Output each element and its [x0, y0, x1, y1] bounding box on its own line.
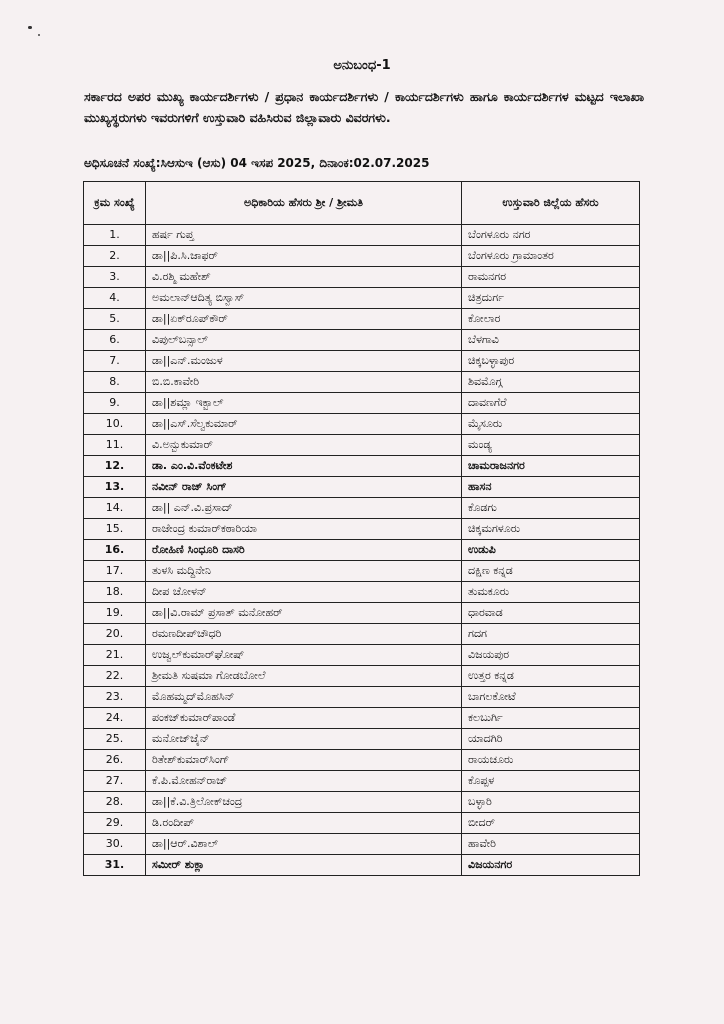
district-cell: ವಿಜಯಪುರ: [462, 645, 640, 666]
table-row: [84, 519, 640, 540]
officer-cell: ಡಾ|| ಎನ್.ವಿ.ಪ್ರಸಾದ್: [146, 498, 462, 519]
district-cell: ಕೋಲಾರ: [462, 309, 640, 330]
table-row: [84, 855, 640, 876]
officer-cell: ದೀಪ ಚೋಳನ್: [146, 582, 462, 603]
annex-title: ಅನುಬಂಧ-1: [333, 58, 391, 73]
serial-cell: 7.: [84, 351, 146, 372]
officer-cell: ವಿ.ಅನ್ಬುಕುಮಾರ್: [146, 435, 462, 456]
serial-cell: 25.: [84, 729, 146, 750]
serial-cell: 5.: [84, 309, 146, 330]
district-cell: ವಿಜಯನಗರ: [462, 855, 640, 876]
district-cell: ಉತ್ತರ ಕನ್ನಡ: [462, 666, 640, 687]
officer-cell: ಡಾ||ಎನ್.ಮಂಜುಳ: [146, 351, 462, 372]
officer-cell: ನವೀನ್ ರಾಜ್ ಸಿಂಗ್: [146, 477, 462, 498]
serial-cell: 6.: [84, 330, 146, 351]
table-row: [84, 771, 640, 792]
district-cell: ಕೊಡಗು: [462, 498, 640, 519]
district-cell: ಕಲಬುರ್ಗಿ: [462, 708, 640, 729]
officer-cell: ಡಾ||ವಿ.ರಾಮ್ ಪ್ರಸಾತ್ ಮನೋಹರ್: [146, 603, 462, 624]
table-row: [84, 267, 640, 288]
officer-cell: ಡಿ.ರಂದೀಪ್: [146, 813, 462, 834]
serial-cell: 12.: [84, 456, 146, 477]
district-cell: ಹಾವೇರಿ: [462, 834, 640, 855]
notification-number: ಅಧಿಸೂಚನೆ ಸಂಖ್ಯೆ:ಸಿಆಸುಇ (ಆಸು) 04 ಇಸಪ 2025, ದಿನಾಂಕ:02.07.2025: [84, 156, 430, 170]
district-cell: ಉಡುಪಿ: [462, 540, 640, 561]
district-cell: ಧಾರವಾಡ: [462, 603, 640, 624]
officer-cell: ಡಾ||ಎಸ್.ಸೆಲ್ವಕುಮಾರ್: [146, 414, 462, 435]
district-cell: ದಕ್ಷಿಣ ಕನ್ನಡ: [462, 561, 640, 582]
header-district-name: ಉಸ್ತುವಾರಿ ಜಿಲ್ಲೆಯ ಹೆಸರು: [462, 182, 640, 225]
document-heading: ಸರ್ಕಾರದ ಅಪರ ಮುಖ್ಯ ಕಾರ್ಯದರ್ಶಿಗಳು / ಪ್ರಧಾನ ಕಾರ್ಯದರ್ಶಿಗಳು / ಕಾರ್ಯದರ್ಶಿಗಳು ಹಾಗೂ ಕಾರ್ಯದರ್ಶಿಗಳ ಮಟ್ಟದ ಇಲಾಖಾ ಮುಖ್ಯಸ್ಥರುಗಳು ಇವರುಗಳಿಗೆ ಉಸ್ತುವಾರಿ ವಹಿಸಿರುವ ಜಿಲ್ಲಾವಾರು ವಿವರಗಳು.: [84, 89, 644, 125]
table-row: [84, 708, 640, 729]
table-row: [84, 246, 640, 267]
district-cell: ಮಂಡ್ಯ: [462, 435, 640, 456]
serial-cell: 10.: [84, 414, 146, 435]
serial-cell: 13.: [84, 477, 146, 498]
serial-cell: 21.: [84, 645, 146, 666]
officer-cell: ಅಮಲಾನ್‌ಆದಿತ್ಯ ಬಿಸ್ವಾಸ್: [146, 288, 462, 309]
district-cell: ಬೆಂಗಳೂರು ಗ್ರಾಮಾಂತರ: [462, 246, 640, 267]
serial-cell: 15.: [84, 519, 146, 540]
serial-cell: 16.: [84, 540, 146, 561]
table-row: [84, 414, 640, 435]
serial-cell: 1.: [84, 225, 146, 246]
serial-cell: 14.: [84, 498, 146, 519]
district-cell: ಚಿತ್ರದುರ್ಗ: [462, 288, 640, 309]
officer-cell: ವಿ.ರಶ್ಮಿ ಮಹೇಶ್: [146, 267, 462, 288]
table-row: [84, 792, 640, 813]
header-serial-no: ಕ್ರಮ ಸಂಖ್ಯೆ: [84, 182, 146, 225]
district-incharge-table: [83, 181, 640, 876]
serial-cell: 4.: [84, 288, 146, 309]
serial-cell: 23.: [84, 687, 146, 708]
officer-cell: ಪಂಕಜ್‌ಕುಮಾರ್‌ಪಾಂಡೆ: [146, 708, 462, 729]
table-row: [84, 372, 640, 393]
serial-cell: 30.: [84, 834, 146, 855]
officer-cell: ಡಾ. ಎಂ.ವಿ.ವೆಂಕಟೇಶ: [146, 456, 462, 477]
table-row: [84, 435, 640, 456]
table-row: [84, 393, 640, 414]
table-row: [84, 813, 640, 834]
district-cell: ಬೆಳಗಾವಿ: [462, 330, 640, 351]
district-cell: ರಾಯಚೂರು: [462, 750, 640, 771]
district-cell: ಯಾದಗಿರಿ: [462, 729, 640, 750]
district-cell: ಚಿಕ್ಕಬಳ್ಳಾಪುರ: [462, 351, 640, 372]
table-row: [84, 477, 640, 498]
serial-cell: 11.: [84, 435, 146, 456]
table-row: [84, 498, 640, 519]
header-officer-name: ಅಧಿಕಾರಿಯ ಹೆಸರು ಶ್ರೀ / ಶ್ರೀಮತಿ: [146, 182, 462, 225]
district-cell: ಬಳ್ಳಾರಿ: [462, 792, 640, 813]
officer-cell: ಉಜ್ವಲ್‌ಕುಮಾರ್‌ಘೋಷ್: [146, 645, 462, 666]
officer-cell: ಬಿ.ಬಿ.ಕಾವೇರಿ: [146, 372, 462, 393]
officer-cell: ಕೆ.ಪಿ.ಮೋಹನ್‌ರಾಜ್: [146, 771, 462, 792]
serial-cell: 18.: [84, 582, 146, 603]
officer-cell: ಡಾ||ಆರ್.ವಿಶಾಲ್: [146, 834, 462, 855]
district-cell: ಹಾಸನ: [462, 477, 640, 498]
table-row: [84, 603, 640, 624]
serial-cell: 26.: [84, 750, 146, 771]
district-cell: ತುಮಕೂರು: [462, 582, 640, 603]
officer-cell: ರಮಣದೀಪ್‌ಚೌಧರಿ: [146, 624, 462, 645]
district-cell: ಶಿವಮೊಗ್ಗ: [462, 372, 640, 393]
table-row: [84, 645, 640, 666]
officer-cell: ಸಮೀರ್ ಶುಕ್ಲಾ: [146, 855, 462, 876]
table-row: [84, 729, 640, 750]
table-row: [84, 834, 640, 855]
officer-cell: ವಿಪುಲ್‌ಬನ್ಸಾಲ್: [146, 330, 462, 351]
serial-cell: 22.: [84, 666, 146, 687]
officer-cell: ಡಾ||ಪಿ.ಸಿ.ಜಾಫರ್: [146, 246, 462, 267]
serial-cell: 17.: [84, 561, 146, 582]
officer-cell: ಮೊಹಮ್ಮದ್‌ಮೊಹಸಿನ್: [146, 687, 462, 708]
district-cell: ಚಿಕ್ಕಮಗಳೂರು: [462, 519, 640, 540]
district-cell: ಚಾಮರಾಜನಗರ: [462, 456, 640, 477]
district-cell: ಬೆಂಗಳೂರು ನಗರ: [462, 225, 640, 246]
officer-cell: ಹರ್ಷ ಗುಪ್ತ: [146, 225, 462, 246]
scan-speck: [28, 26, 32, 29]
officer-cell: ಡಾ||ಶಮ್ಲಾ ಇಕ್ಬಾಲ್: [146, 393, 462, 414]
table-row: [84, 351, 640, 372]
table-row: [84, 309, 640, 330]
table-row: [84, 540, 640, 561]
table-row: [84, 582, 640, 603]
serial-cell: 3.: [84, 267, 146, 288]
district-cell: ಬೀದರ್: [462, 813, 640, 834]
officer-cell: ತುಳಸಿ ಮದ್ದಿನೇನಿ: [146, 561, 462, 582]
serial-cell: 28.: [84, 792, 146, 813]
serial-cell: 31.: [84, 855, 146, 876]
district-cell: ಮೈಸೂರು: [462, 414, 640, 435]
table-row: [84, 330, 640, 351]
officer-cell: ರಿತೇಶ್‌ಕುಮಾರ್‌ಸಿಂಗ್: [146, 750, 462, 771]
officer-cell: ಮನೋಜ್‌ಜೈನ್: [146, 729, 462, 750]
table-row: [84, 687, 640, 708]
district-cell: ರಾಮನಗರ: [462, 267, 640, 288]
officer-cell: ರೋಹಿಣಿ ಸಿಂಧೂರಿ ದಾಸರಿ: [146, 540, 462, 561]
serial-cell: 29.: [84, 813, 146, 834]
district-cell: ಬಾಗಲಕೋಟೆ: [462, 687, 640, 708]
table-row: [84, 750, 640, 771]
officer-cell: ರಾಜೇಂದ್ರ ಕುಮಾರ್‌ಕಠಾರಿಯಾ: [146, 519, 462, 540]
district-cell: ದಾವಣಗೆರೆ: [462, 393, 640, 414]
serial-cell: 8.: [84, 372, 146, 393]
table-row: [84, 624, 640, 645]
serial-cell: 2.: [84, 246, 146, 267]
serial-cell: 27.: [84, 771, 146, 792]
district-cell: ಕೊಪ್ಪಳ: [462, 771, 640, 792]
table-row: [84, 456, 640, 477]
serial-cell: 19.: [84, 603, 146, 624]
table-row: [84, 225, 640, 246]
officer-cell: ಡಾ||ಏಕ್‌ರೂಪ್‌ಕೌರ್: [146, 309, 462, 330]
table-row: [84, 666, 640, 687]
serial-cell: 20.: [84, 624, 146, 645]
scan-speck: [38, 34, 40, 36]
table-row: [84, 561, 640, 582]
officer-cell: ಡಾ||ಕೆ.ವಿ.ತ್ರಿಲೋಕ್‌ಚಂದ್ರ: [146, 792, 462, 813]
serial-cell: 24.: [84, 708, 146, 729]
table-header-row: [84, 182, 640, 225]
table-row: [84, 288, 640, 309]
district-cell: ಗದಗ: [462, 624, 640, 645]
officer-cell: ಶ್ರೀಮತಿ ಸುಷಮಾ ಗೋಡಬೋಲೆ: [146, 666, 462, 687]
serial-cell: 9.: [84, 393, 146, 414]
